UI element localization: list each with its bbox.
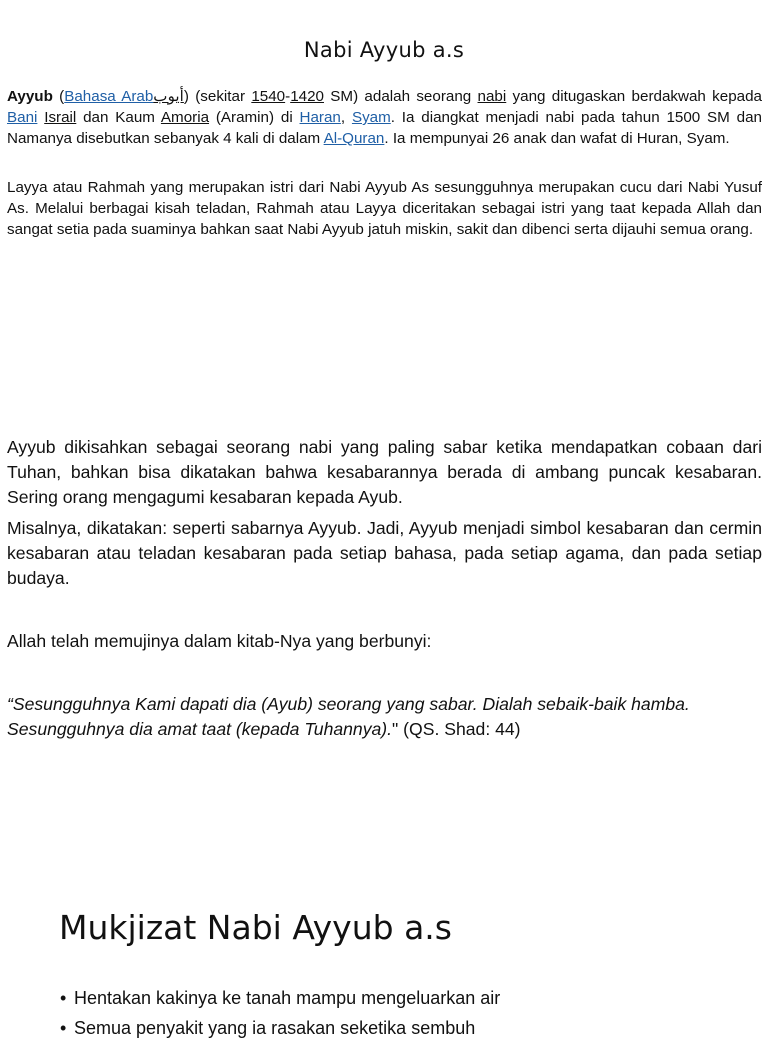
paragraph-allah: Allah telah memujinya dalam kitab-Nya yang berbunyi: [7, 631, 432, 651]
link-al-quran[interactable]: Al-Quran [323, 130, 385, 147]
quote-paragraph [7, 692, 762, 742]
bullet-icon: • [60, 1018, 67, 1038]
text: - [285, 88, 291, 105]
list-item [60, 1013, 760, 1043]
link-year-1420[interactable]: 1420 [290, 88, 324, 105]
text: . Ia mempunyai 26 anak dan wafat di Huran, Syam. [384, 130, 730, 147]
paragraph-simbol: Misalnya, dikatakan: seperti sabarnya Ayyub. Jadi, Ayyub menjadi simbol kesabaran dan cermin kesabaran atau teladan kesabaran pada setiap bahasa, pada setiap agama, dan pada setiap budaya. [7, 518, 762, 588]
link-nabi[interactable]: nabi [477, 88, 507, 105]
list-item [60, 983, 760, 1013]
name-bold: Ayyub [7, 88, 53, 105]
link-year-1540[interactable]: 1540 [251, 88, 286, 105]
page-title: Nabi Ayyub a.s [303, 38, 465, 62]
link-syam[interactable]: Syam [351, 109, 391, 126]
list-item-text: Hentakan kakinya ke tanah mampu mengeluarkan air [74, 988, 501, 1008]
text: ) (sekitar [183, 88, 252, 105]
bullet-icon: • [60, 988, 67, 1008]
section-title: Mukjizat Nabi Ayyub a.s [59, 908, 452, 947]
text: . Ia diangkat menjadi nabi pada tahun 1500 SM dan Namanya disebutkan sebanyak 4 kali di dalam [7, 109, 762, 147]
link-amoria[interactable]: Amoria [160, 109, 210, 126]
link-bani[interactable]: Bani [7, 109, 38, 126]
text: yang ditugaskan berdakwah kepada [506, 88, 762, 105]
text: , [340, 109, 352, 126]
arabic-name: أيوب [153, 88, 184, 105]
miracle-list [60, 983, 760, 1043]
quote-reference: " (QS. Shad: 44) [392, 719, 521, 739]
quote-text: “Sesungguhnya Kami dapati dia (Ayub) seorang yang sabar. Dialah sebaik-baik hamba. Sesungguhnya dia amat taat (kepada Tuhannya). [7, 694, 690, 739]
paragraph-sabar: Ayyub dikisahkan sebagai seorang nabi yang paling sabar ketika mendapatkan cobaan dari Tuhan, bahkan bisa dikatakan bahwa kesabarannya berada di ambang puncak kesabaran. Sering orang mengagumi kesabaran kepada Ayub. [7, 437, 762, 507]
link-haran[interactable]: Haran [299, 109, 341, 126]
intro-paragraph [7, 86, 762, 149]
text: (Aramin) di [209, 109, 300, 126]
text: dan Kaum [76, 109, 161, 126]
text: ( [52, 88, 65, 105]
text: SM) adalah seorang [323, 88, 478, 105]
link-israil[interactable]: Israil [44, 109, 77, 126]
list-item-text: Semua penyakit yang ia rasakan seketika sembuh [74, 1018, 476, 1038]
paragraph-layya: Layya atau Rahmah yang merupakan istri dari Nabi Ayyub As sesungguhnya merupakan cucu dari Nabi Yusuf As. Melalui berbagai kisah teladan, Rahmah atau Layya diceritakan sebagai istri yang taat kepada Allah dan sangat setia pada suaminya bahkan saat Nabi Ayyub jatuh miskin, sakit dan dibenci serta dijauhi semua orang. [7, 179, 762, 238]
link-bahasa-arab[interactable]: Bahasa Arab [64, 88, 154, 105]
